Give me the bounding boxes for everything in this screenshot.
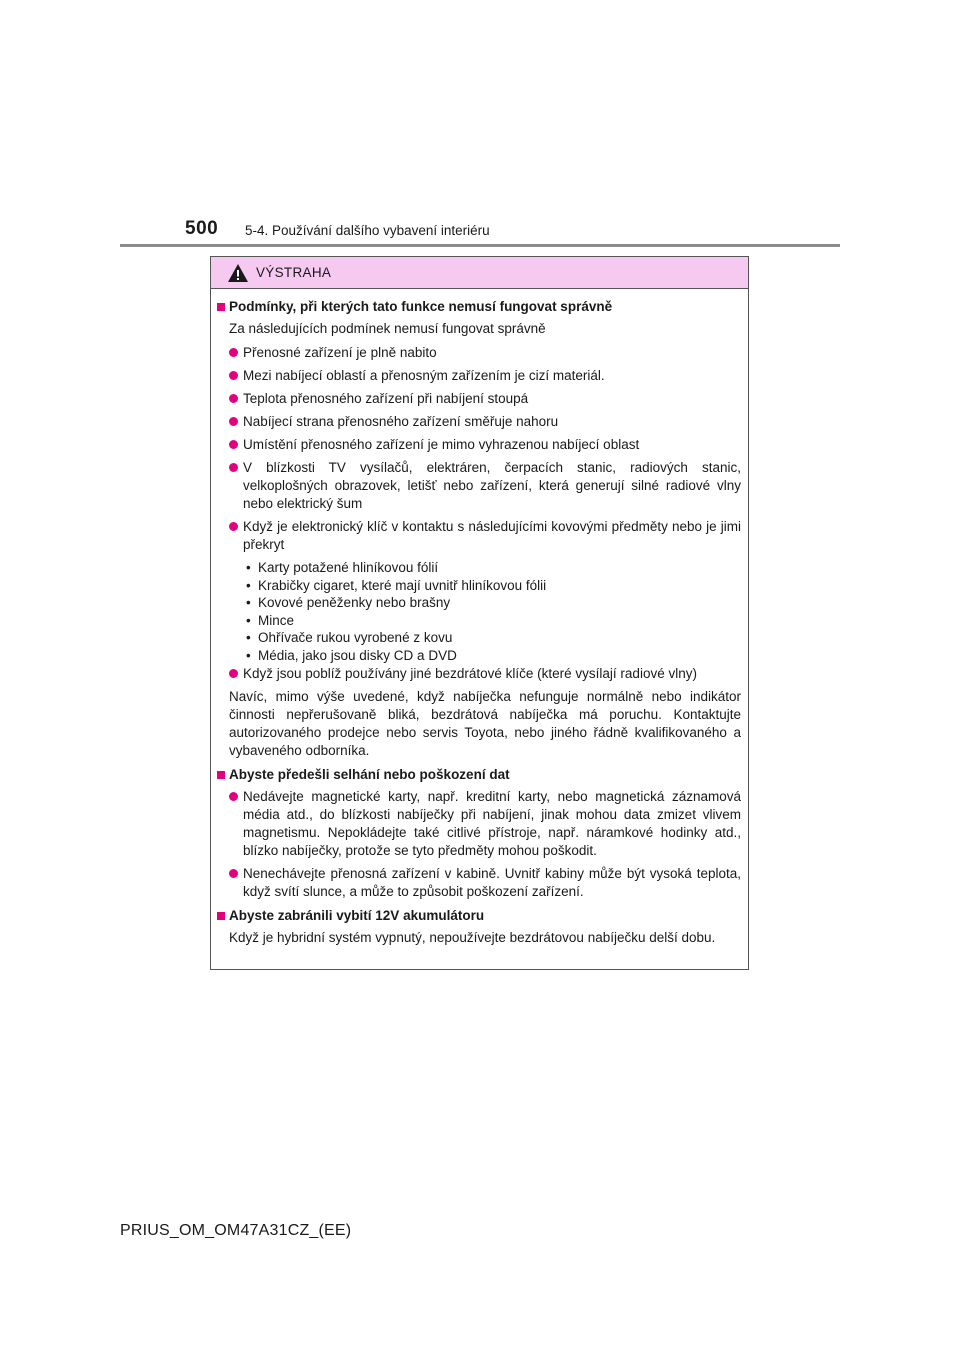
section-heading xyxy=(216,907,741,925)
list-item: Přenosné zařízení je plně nabito xyxy=(216,344,741,362)
list-item: Nabíjecí strana přenosného zařízení směřuje nahoru xyxy=(216,413,741,431)
page-number: 500 xyxy=(185,218,219,239)
sub-list-item: • Karty potažené hliníkovou fólií xyxy=(246,560,439,575)
section-intro: Za následujících podmínek nemusí fungovat správně xyxy=(229,321,546,336)
list-item: Mezi nabíjecí oblastí a přenosným zařízením je cizí materiál. xyxy=(216,367,741,385)
header-divider xyxy=(120,244,840,247)
malfunction-note: Navíc, mimo výše uvedené, když nabíječka nefunguje normálně nebo indikátor činnosti nepřerušovaně bliká, bezdrátová nabíječka má poruchu. Kontaktujte autorizovaného prodejce nebo servis Toyota, nebo jiného řádně kvalifikovaného a vybaveného odborníka. xyxy=(229,689,741,758)
section-title: 5-4. Používání dalšího vybavení interiéru xyxy=(245,223,490,238)
warning-triangle-icon xyxy=(227,263,249,283)
warning-section-data-loss xyxy=(216,766,741,901)
dot-bullet-icon xyxy=(229,463,238,472)
square-bullet-icon xyxy=(217,771,225,779)
dot-bullet-icon xyxy=(229,417,238,426)
list-item: Když je elektronický klíč v kontaktu s následujícími kovovými předměty nebo je jimi překryt xyxy=(216,518,741,554)
section-heading xyxy=(216,298,741,316)
sub-list-item: • Krabičky cigaret, které mají uvnitř hliníkovou fólii xyxy=(246,577,547,593)
section-heading-text: Podmínky, při kterých tato funkce nemusí fungovat správně xyxy=(229,299,613,314)
warning-header xyxy=(211,257,748,289)
warning-title: VÝSTRAHA xyxy=(256,265,332,280)
warning-section-battery xyxy=(216,907,741,947)
dot-bullet-icon xyxy=(229,669,238,678)
dot-bullet-icon xyxy=(229,522,238,531)
square-bullet-icon xyxy=(217,912,225,920)
dot-bullet-icon xyxy=(229,348,238,357)
list-item: Nedávejte magnetické karty, např. kreditní karty, nebo magnetická záznamová média atd., do blízkosti nabíječky při nabíjení, jinak mohou data zmizet vlivem magnetismu. Nepokládejte také citlivé přístroje, např. náramkové hodinky atd., blízko nabíječky, protože se tyto předměty mohou poškodit. xyxy=(216,788,741,860)
warning-box xyxy=(210,256,749,970)
section-text: Když je hybridní systém vypnutý, nepoužívejte bezdrátovou nabíječku delší dobu. xyxy=(229,930,716,945)
sub-list-item: • Ohřívače rukou vyrobené z kovu xyxy=(246,630,453,645)
dot-bullet-icon xyxy=(229,371,238,380)
list-item: V blízkosti TV vysílačů, elektráren, čerpacích stanic, radiových stanic, velkoplošných obrazovek, letišť nebo zařízení, která generují silné radiové vlny nebo elektrický šum xyxy=(216,459,741,513)
document-code: PRIUS_OM_OM47A31CZ_(EE) xyxy=(120,1222,352,1239)
dot-bullet-icon xyxy=(229,792,238,801)
section-heading xyxy=(216,766,741,784)
square-bullet-icon xyxy=(217,303,225,311)
metal-objects-list xyxy=(216,559,741,664)
dot-bullet-icon xyxy=(229,869,238,878)
sub-list-item: • Média, jako jsou disky CD a DVD xyxy=(246,647,457,663)
sub-list-item: • Mince xyxy=(246,612,295,628)
dot-bullet-icon xyxy=(229,394,238,403)
list-item: Teplota přenosného zařízení při nabíjení stoupá xyxy=(216,390,741,408)
list-item: Umístění přenosného zařízení je mimo vyhrazenou nabíjecí oblast xyxy=(216,436,741,454)
warning-section-conditions xyxy=(216,298,741,760)
list-item: Když jsou poblíž používány jiné bezdrátové klíče (které vysílají radiové vlny) xyxy=(216,665,741,683)
warning-body xyxy=(211,289,748,947)
sub-list-item: • Kovové peněženky nebo brašny xyxy=(246,595,451,610)
list-item: Nenechávejte přenosná zařízení v kabině. Uvnitř kabiny může být vysoká teplota, když svítí slunce, a může to způsobit poškození zařízení. xyxy=(216,865,741,901)
dot-bullet-icon xyxy=(229,440,238,449)
section-heading-text: Abyste zabránili vybití 12V akumulátoru xyxy=(229,908,485,923)
section-heading-text: Abyste předešli selhání nebo poškození dat xyxy=(229,767,510,782)
